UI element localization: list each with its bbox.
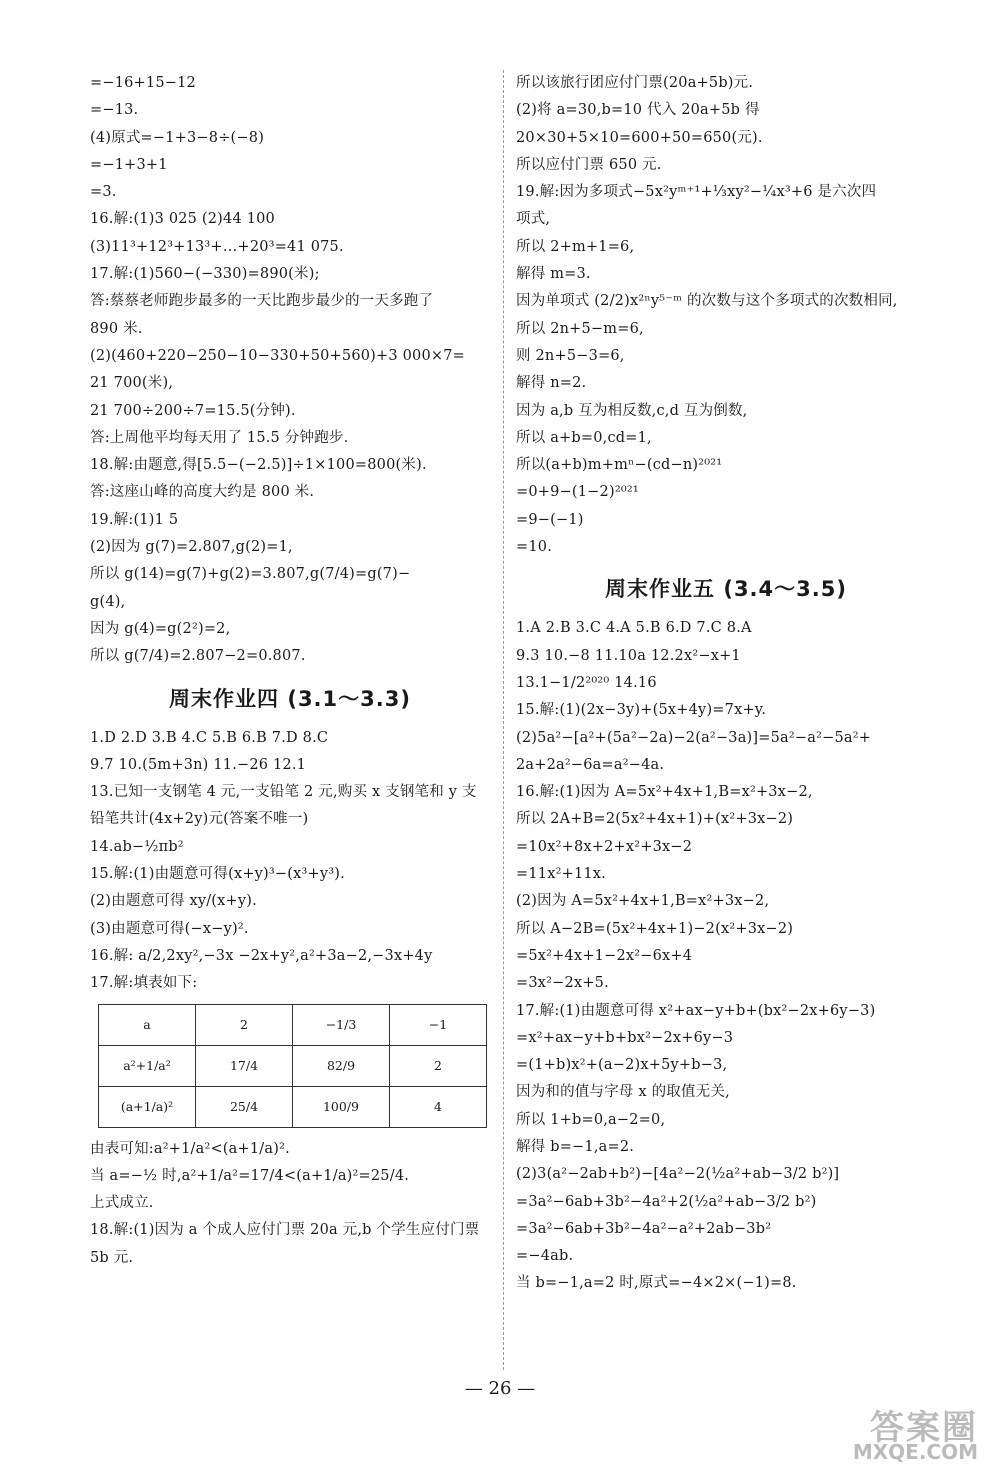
text-line: 16.解: a/2,2xy²,−3x −2x+y²,a²+3a−2,−3x+4y <box>90 947 433 964</box>
text-line: 因为 g(4)=g(2²)=2, <box>90 620 231 637</box>
text-line: (2)(460+220−250−10−330+50+560)+3 000×7= <box>90 347 466 364</box>
table-cell: a²+1/a² <box>99 1045 196 1086</box>
text-line: =11x²+11x. <box>516 866 606 883</box>
text-line: 21 700(米), <box>90 375 174 392</box>
text-line: 2a+2a²−6a=a²−4a. <box>516 756 665 773</box>
text-line: 19.解:(1)1 5 <box>90 511 179 528</box>
text-line: 当 a=−½ 时,a²+1/a²=17/4<(a+1/a)²=25/4. <box>90 1167 410 1184</box>
text-line: 17.解:(1)560−(−330)=890(米); <box>90 266 320 283</box>
text-line: 答:蔡蔡老师跑步最多的一天比跑步最少的一天多跑了 <box>90 293 434 310</box>
table-row <box>99 1004 487 1045</box>
text-line: =3a²−6ab+3b²−4a²−a²+2ab−3b² <box>516 1220 772 1237</box>
answer-table <box>98 1004 487 1128</box>
text-line: =(1+b)x²+(a−2)x+5y+b−3, <box>516 1057 728 1074</box>
text-line: =−13. <box>90 102 139 119</box>
text-line: 所以 2A+B=2(5x²+4x+1)+(x²+3x−2) <box>516 811 794 828</box>
text-line: =0+9−(1−2)²⁰²¹ <box>516 484 639 501</box>
text-line: 1.D 2.D 3.B 4.C 5.B 6.B 7.D 8.C <box>90 729 329 746</box>
text-line: 当 b=−1,a=2 时,原式=−4×2×(−1)=8. <box>516 1275 797 1292</box>
watermark-url: MXQE.COM <box>852 1440 978 1464</box>
heading-weekend-homework-5: 周末作业五 (3.4～3.5) <box>605 577 847 602</box>
text-line: 所以 g(14)=g(7)+g(2)=3.807,g(7/4)=g(7)− <box>90 566 411 583</box>
text-line: =−4ab. <box>516 1248 574 1265</box>
text-line: 17.解:填表如下: <box>90 975 198 992</box>
text-line: 13.已知一支钢笔 4 元,一支铅笔 2 元,购买 x 支钢笔和 y 支 <box>90 784 477 801</box>
text-line: (2)将 a=30,b=10 代入 20a+5b 得 <box>516 102 760 119</box>
right-column <box>516 70 936 1298</box>
text-line: 13.1−1/2²⁰²⁰ 14.16 <box>516 674 657 691</box>
text-line: 所以 2n+5−m=6, <box>516 320 644 337</box>
text-line: 答:上周他平均每天用了 15.5 分钟跑步. <box>90 429 349 446</box>
text-line: 因为单项式 (2/2)x²ⁿy⁵⁻ᵐ 的次数与这个多项式的次数相同, <box>516 293 898 310</box>
text-line: 16.解:(1)因为 A=5x²+4x+1,B=x²+3x−2, <box>516 784 813 801</box>
column-divider <box>503 70 504 1370</box>
text-line: 15.解:(1)由题意可得(x+y)³−(x³+y³). <box>90 866 345 883</box>
text-line: 14.ab−½πb² <box>90 838 184 855</box>
text-line: 9.3 10.−8 11.10a 12.2x²−x+1 <box>516 647 741 664</box>
table-cell: 2 <box>196 1004 293 1045</box>
text-line: 所以 A−2B=(5x²+4x+1)−2(x²+3x−2) <box>516 920 794 937</box>
text-line: 上式成立. <box>90 1195 154 1212</box>
text-line: 17.解:(1)由题意可得 x²+ax−y+b+(bx²−2x+6y−3) <box>516 1002 876 1019</box>
text-line: 20×30+5×10=600+50=650(元). <box>516 129 763 146</box>
table-cell: 2 <box>390 1045 487 1086</box>
text-line: 解得 n=2. <box>516 375 587 392</box>
text-line: (3)11³+12³+13³+…+20³=41 075. <box>90 238 344 255</box>
text-line: 890 米. <box>90 320 143 337</box>
text-line: 所以应付门票 650 元. <box>516 156 662 173</box>
text-line: 所以 2+m+1=6, <box>516 238 635 255</box>
text-line: 因为 a,b 互为相反数,c,d 互为倒数, <box>516 402 748 419</box>
table-cell: 17/4 <box>196 1045 293 1086</box>
text-line: (2)因为 A=5x²+4x+1,B=x²+3x−2, <box>516 893 770 910</box>
table-row <box>99 1045 487 1086</box>
left-column <box>90 70 490 1272</box>
text-line: 5b 元. <box>90 1249 134 1266</box>
text-line: =3a²−6ab+3b²−4a²+2(½a²+ab−3/2 b²) <box>516 1193 817 1210</box>
text-line: 答:这座山峰的高度大约是 800 米. <box>90 484 315 501</box>
text-line: 1.A 2.B 3.C 4.A 5.B 6.D 7.C 8.A <box>516 620 752 637</box>
text-line: (3)由题意可得(−x−y)². <box>90 920 249 937</box>
table-cell: 25/4 <box>196 1086 293 1127</box>
text-line: 所以 g(7/4)=2.807−2=0.807. <box>90 648 306 665</box>
text-line: 项式, <box>516 211 551 228</box>
text-line: =9−(−1) <box>516 511 584 528</box>
text-line: =10x²+8x+2+x²+3x−2 <box>516 838 693 855</box>
text-line: 21 700÷200÷7=15.5(分钟). <box>90 402 296 419</box>
text-line: 解得 b=−1,a=2. <box>516 1138 635 1155</box>
page-number: — 26 — <box>464 1378 536 1399</box>
table-cell: −1 <box>390 1004 487 1045</box>
text-line: 16.解:(1)3 025 (2)44 100 <box>90 211 275 228</box>
text-line: 9.7 10.(5m+3n) 11.−26 12.1 <box>90 756 307 773</box>
text-line: =5x²+4x+1−2x²−6x+4 <box>516 947 693 964</box>
text-line: =x²+ax−y+b+bx²−2x+6y−3 <box>516 1029 734 1046</box>
text-line: =−16+15−12 <box>90 75 196 91</box>
text-line: =3. <box>90 184 117 201</box>
text-line: 解得 m=3. <box>516 266 591 283</box>
left-block-1 <box>90 70 490 671</box>
text-line: 所以 a+b=0,cd=1, <box>516 429 652 446</box>
text-line: 19.解:因为多项式−5x²yᵐ⁺¹+⅓xy²−¼x³+6 是六次四 <box>516 184 877 201</box>
text-line: 由表可知:a²+1/a²<(a+1/a)². <box>90 1140 290 1157</box>
text-line: (2)5a²−[a²+(5a²−2a)−2(a²−3a)]=5a²−a²−5a²+ <box>516 729 872 746</box>
text-line: 因为和的值与字母 x 的取值无关, <box>516 1084 730 1101</box>
table-row <box>99 1086 487 1127</box>
left-block-2 <box>90 725 490 998</box>
text-line: 18.解:由题意,得[5.5−(−2.5)]÷1×100=800(米). <box>90 457 427 474</box>
text-line: 18.解:(1)因为 a 个成人应付门票 20a 元,b 个学生应付门票 <box>90 1222 480 1239</box>
table-cell: 4 <box>390 1086 487 1127</box>
table-cell: 82/9 <box>293 1045 390 1086</box>
table-cell: a <box>99 1004 196 1045</box>
text-line: g(4), <box>90 593 126 610</box>
text-line: 则 2n+5−3=6, <box>516 347 625 364</box>
text-line: =−1+3+1 <box>90 156 168 173</box>
text-line: 15.解:(1)(2x−3y)+(5x+4y)=7x+y. <box>516 702 767 719</box>
text-line: =3x²−2x+5. <box>516 975 609 992</box>
text-line: 所以 1+b=0,a−2=0, <box>516 1111 666 1128</box>
table-cell: (a+1/a)² <box>99 1086 196 1127</box>
table-cell: −1/3 <box>293 1004 390 1045</box>
table-cell: 100/9 <box>293 1086 390 1127</box>
watermark-logo: 答案圈 <box>870 1408 978 1448</box>
text-line: =10. <box>516 539 553 556</box>
text-line: (2)3(a²−2ab+b²)−[4a²−2(½a²+ab−3/2 b²)] <box>516 1166 840 1183</box>
text-line: (2)因为 g(7)=2.807,g(2)=1, <box>90 539 293 556</box>
text-line: (2)由题意可得 xy/(x+y). <box>90 893 257 910</box>
text-line: 铅笔共计(4x+2y)元(答案不唯一) <box>90 811 309 828</box>
text-line: (4)原式=−1+3−8÷(−8) <box>90 129 265 146</box>
text-line: 所以(a+b)m+mⁿ−(cd−n)²⁰²¹ <box>516 457 723 474</box>
right-block-2 <box>516 615 936 1297</box>
right-block-1 <box>516 70 936 561</box>
heading-weekend-homework-4: 周末作业四 (3.1～3.3) <box>169 686 411 711</box>
left-block-3 <box>90 1136 490 1272</box>
text-line: 所以该旅行团应付门票(20a+5b)元. <box>516 75 754 91</box>
